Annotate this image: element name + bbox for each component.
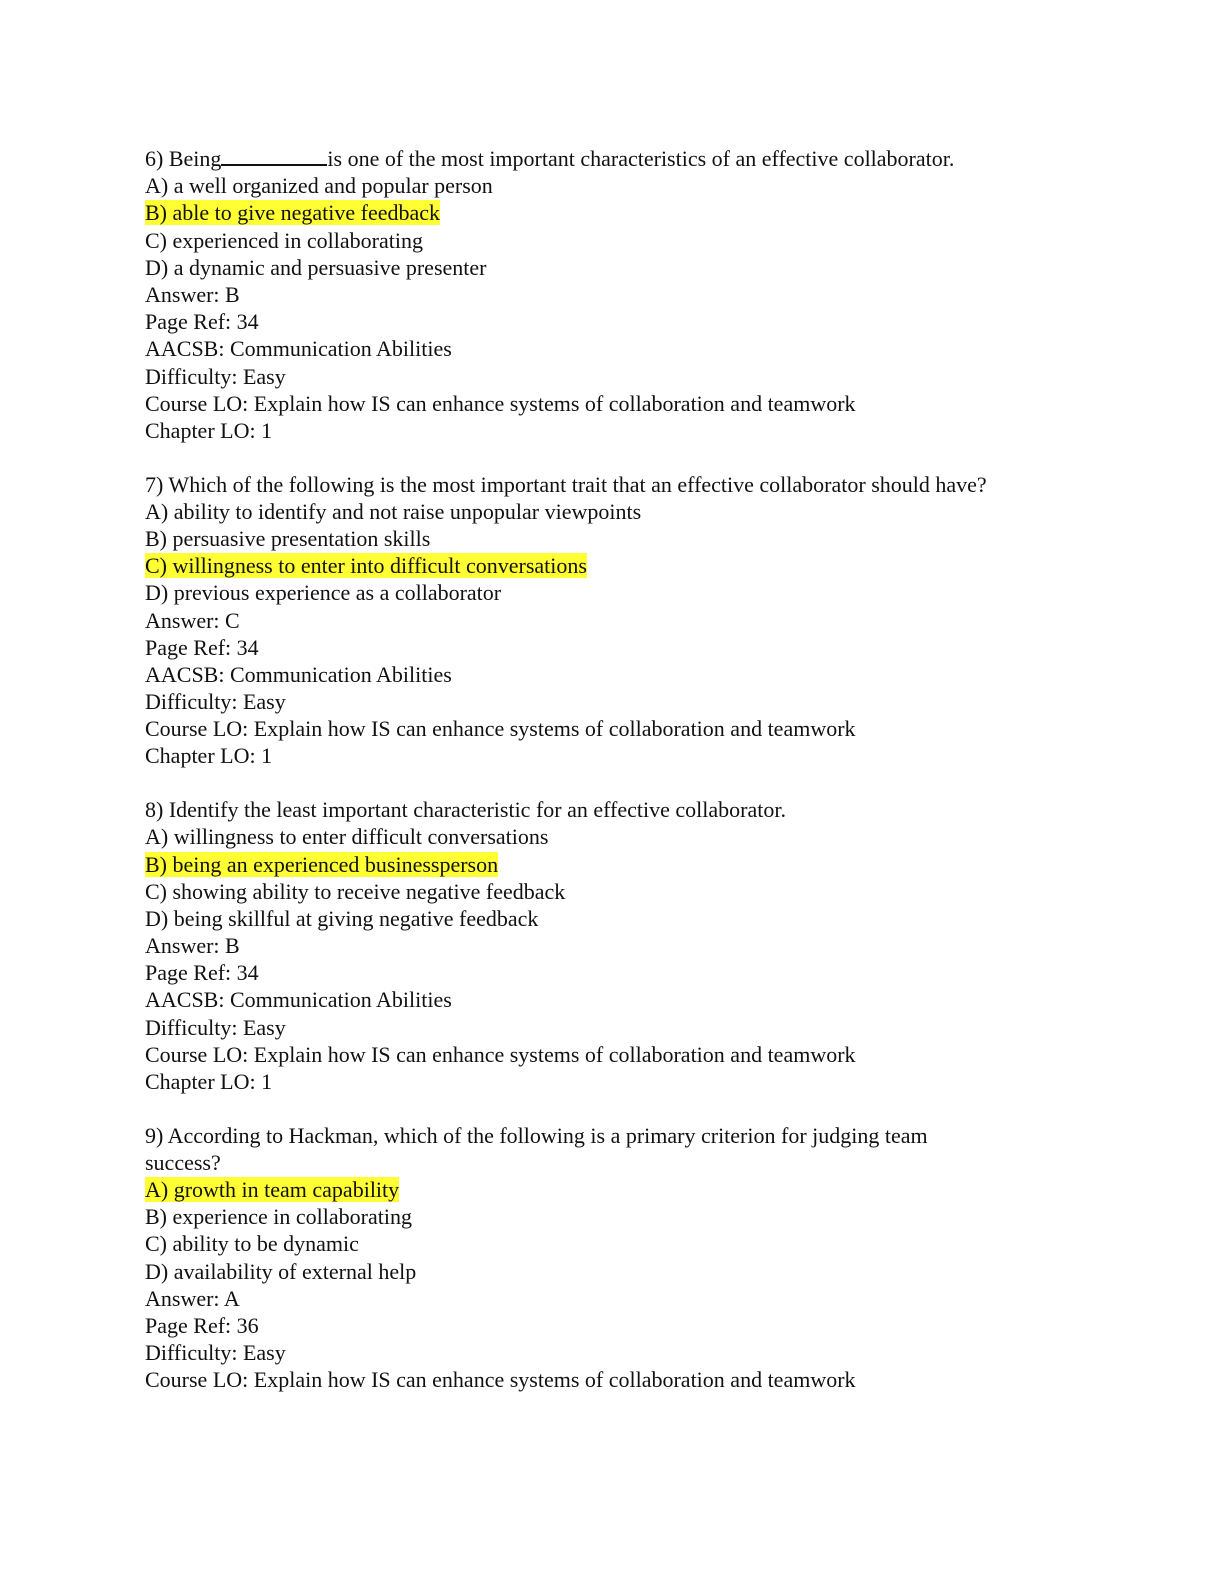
option-a-correct xyxy=(145,1176,1085,1203)
course-lo-line: Course LO: Explain how IS can enhance systems of collaboration and teamwork xyxy=(145,390,856,416)
question-stem xyxy=(145,145,1085,172)
option-c xyxy=(145,878,1085,905)
page-ref-line: Page Ref: 34 xyxy=(145,309,259,335)
question-stem-line-2: success? xyxy=(145,1149,221,1175)
highlighted-answer: B) being an experienced businessperson xyxy=(145,851,499,877)
question-6 xyxy=(145,145,1085,444)
course-lo-line: Course LO: Explain how IS can enhance systems of collaboration and teamwork xyxy=(145,1041,856,1067)
option-text: B) persuasive presentation skills xyxy=(145,525,431,551)
question-stem: 7) Which of the following is the most important trait that an effective collaborator should have? xyxy=(145,471,987,497)
difficulty-line: Difficulty: Easy xyxy=(145,363,286,389)
page-ref-line: Page Ref: 34 xyxy=(145,960,259,986)
fill-in-blank xyxy=(221,146,327,166)
option-text: D) a dynamic and persuasive presenter xyxy=(145,254,487,280)
option-text: D) availability of external help xyxy=(145,1258,417,1284)
question-8 xyxy=(145,796,1085,1095)
course-lo-line: Course LO: Explain how IS can enhance systems of collaboration and teamwork xyxy=(145,716,856,742)
option-text: A) ability to identify and not raise unpopular viewpoints xyxy=(145,498,642,524)
question-7 xyxy=(145,471,1085,770)
option-text: A) willingness to enter difficult conversations xyxy=(145,824,549,850)
option-a xyxy=(145,498,1085,525)
option-d xyxy=(145,905,1085,932)
chapter-lo-line: Chapter LO: 1 xyxy=(145,1069,273,1094)
aacsb-line: AACSB: Communication Abilities xyxy=(145,661,452,687)
question-stem-line-1: 9) According to Hackman, which of the following is a primary criterion for judging team xyxy=(145,1122,928,1148)
option-text: A) a well organized and popular person xyxy=(145,173,493,199)
chapter-lo-line: Chapter LO: 1 xyxy=(145,743,273,769)
option-c-correct xyxy=(145,552,1085,579)
highlighted-answer: B) able to give negative feedback xyxy=(145,200,441,226)
answer-line: Answer: A xyxy=(145,1285,240,1311)
option-b xyxy=(145,525,1085,552)
chapter-lo-line: Chapter LO: 1 xyxy=(145,417,273,443)
option-b-correct xyxy=(145,851,1085,878)
option-text: B) experience in collaborating xyxy=(145,1204,412,1230)
answer-line: Answer: B xyxy=(145,281,240,307)
difficulty-line: Difficulty: Easy xyxy=(145,1014,286,1040)
option-d xyxy=(145,1258,1085,1285)
option-d xyxy=(145,254,1085,281)
option-text: D) previous experience as a collaborator xyxy=(145,580,502,606)
option-a xyxy=(145,823,1085,850)
option-text: C) experienced in collaborating xyxy=(145,227,423,253)
course-lo-line: Course LO: Explain how IS can enhance systems of collaboration and teamwork xyxy=(145,1367,856,1393)
aacsb-line: AACSB: Communication Abilities xyxy=(145,336,452,362)
option-d xyxy=(145,579,1085,606)
page-ref-line: Page Ref: 34 xyxy=(145,634,259,660)
question-stem: 8) Identify the least important characteristic for an effective collaborator. xyxy=(145,797,786,823)
stem-text-after: is one of the most important characteristics of an effective collaborator. xyxy=(327,146,955,171)
highlighted-answer: A) growth in team capability xyxy=(145,1177,400,1203)
option-text: D) being skillful at giving negative feedback xyxy=(145,905,539,931)
option-a xyxy=(145,172,1085,199)
difficulty-line: Difficulty: Easy xyxy=(145,1340,286,1366)
difficulty-line: Difficulty: Easy xyxy=(145,689,286,715)
option-b xyxy=(145,1203,1085,1230)
page-ref-line: Page Ref: 36 xyxy=(145,1313,259,1338)
answer-line: Answer: B xyxy=(145,933,240,959)
option-b-correct xyxy=(145,199,1085,226)
answer-line: Answer: C xyxy=(145,607,240,633)
option-text: C) ability to be dynamic xyxy=(145,1231,359,1257)
stem-text-before: 6) Being xyxy=(145,146,222,171)
option-text: C) showing ability to receive negative feedback xyxy=(145,878,566,904)
highlighted-answer: C) willingness to enter into difficult conversations xyxy=(145,553,587,579)
aacsb-line: AACSB: Communication Abilities xyxy=(145,987,452,1013)
document-page xyxy=(145,145,1085,1420)
question-9 xyxy=(145,1122,1085,1394)
option-c xyxy=(145,227,1085,254)
option-c xyxy=(145,1230,1085,1257)
